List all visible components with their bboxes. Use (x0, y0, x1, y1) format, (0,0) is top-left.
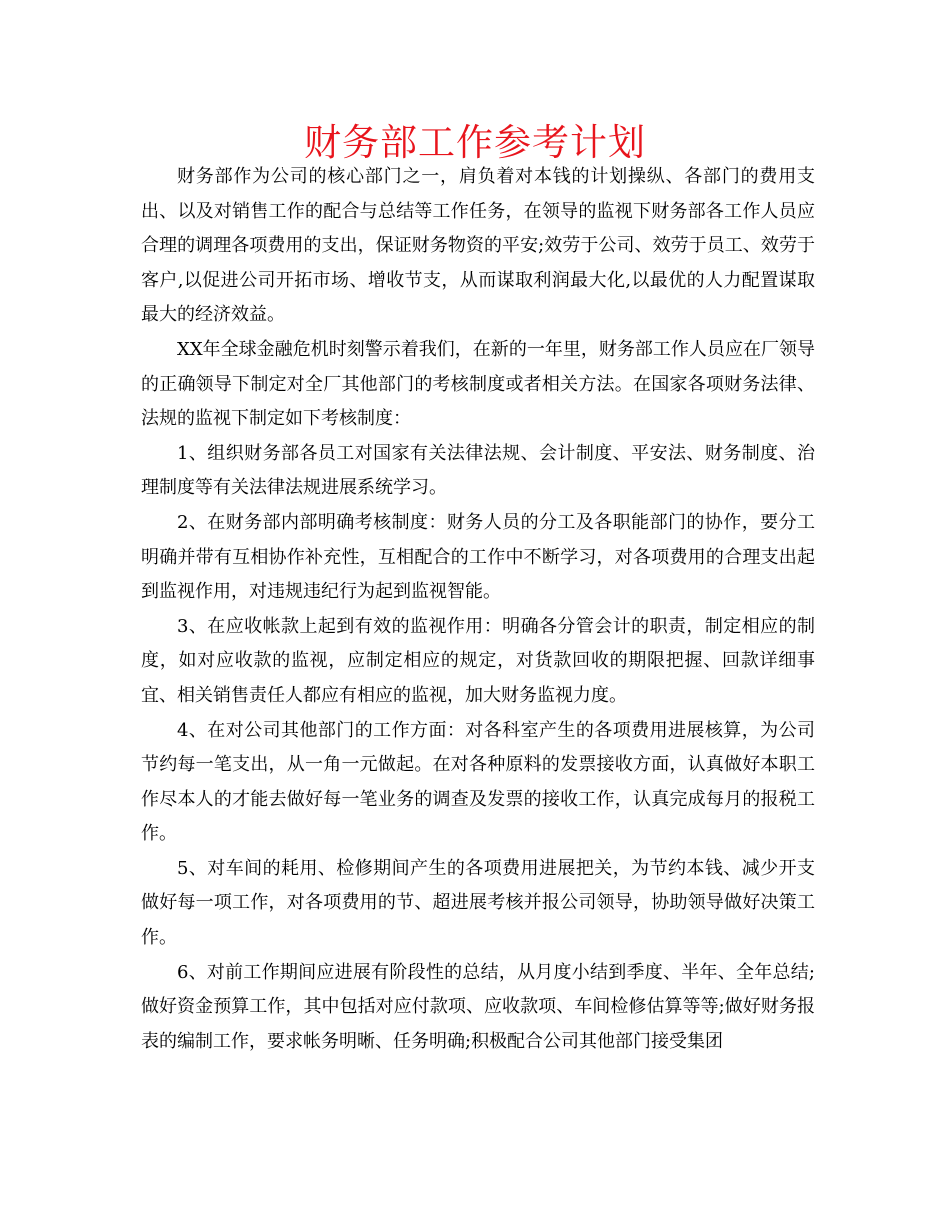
paragraph-intro: 财务部作为公司的核心部门之一，肩负着对本钱的计划操纵、各部门的费用支出、以及对销售工作的配合与总结等工作任务，在领导的监视下财务部各工作人员应合理的调理各项费用的支出，保证财务物资的平安;效劳于公司、效劳于员工、效劳于客户,以促进公司开拓市场、增收节支，从而谋取利润最大化,以最优的人力配置谋取最大的经济效益。 (141, 166, 815, 326)
paragraph-background: XX年全球金融危机时刻警示着我们，在新的一年里，财务部工作人员应在厂领导的正确领导下制定对全厂其他部门的考核制度或者相关方法。在国家各项财务法律、法规的监视下制定如下考核制度： (141, 338, 815, 430)
document-title: 财务部工作参考计划 (304, 121, 646, 164)
paragraph-item-5: 5、对车间的耗用、检修期间产生的各项费用进展把关，为节约本钱、减少开支做好每一项工作，对各项费用的节、超进展考核并报公司领导，协助领导做好决策工作。 (141, 857, 815, 949)
paragraph-item-3: 3、在应收帐款上起到有效的监视作用：明确各分管会计的职责，制定相应的制度，如对应收款的监视，应制定相应的规定，对货款回收的期限把握、回款详细事宜、相关销售责任人都应有相应的监视，加大财务监视力度。 (141, 615, 815, 706)
paragraph-item-6: 6、对前工作期间应进展有阶段性的总结，从月度小结到季度、半年、全年总结;做好资金预算工作，其中包括对应付款项、应收款项、车间检修估算等等;做好财务报表的编制工作，要求帐务明晰、任务明确;积极配合公司其他部门接受集团 (141, 961, 815, 1052)
paragraph-item-4: 4、在对公司其他部门的工作方面：对各科室产生的各项费用进展核算，为公司节约每一笔支出，从一角一元做起。在对各种原料的发票接收方面，认真做好本职工作尽本人的才能去做好每一笔业务的调查及发票的接收工作，认真完成每月的报税工作。 (141, 719, 815, 845)
paragraph-item-2: 2、在财务部内部明确考核制度：财务人员的分工及各职能部门的协作，要分工明确并带有互相协作补充性，互相配合的工作中不断学习，对各项费用的合理支出起到监视作用，对违规违纪行为起到监视智能。 (141, 511, 815, 603)
paragraph-item-1: 1、组织财务部各员工对国家有关法律法规、会计制度、平安法、财务制度、治理制度等有关法律法规进展系统学习。 (141, 442, 815, 499)
document-body (141, 160, 815, 1059)
